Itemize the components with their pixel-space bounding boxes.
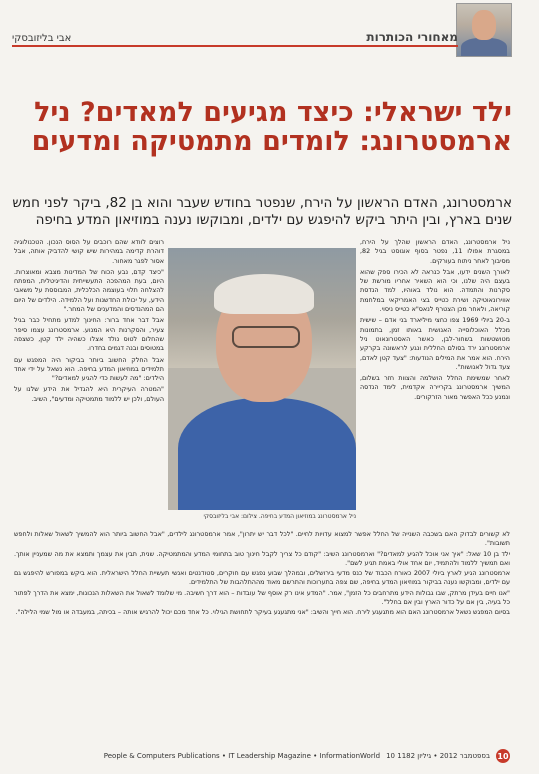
paragraph: אבל החלק החשוב ביותר בביקור היה המפגש עם תלמידים במוזיאון המדע בחיפה. הוא נשאל על ידי אחד הילדים: "מה לעשות כדי להגיע למאדים?"	[14, 355, 164, 383]
article-column-right	[360, 238, 510, 528]
paragraph: בסיום המפגש נשאל ארמסטרונג האם הוא מתגעגע לירח. הוא חייך והשיב: "אני מתגעגע בעיקר לתחושת הגילוי. כל אחד מכם יכול להרגיש אותה – בכיתה, במעבדה או מול שמי הלילה".	[15, 608, 510, 617]
section-header	[12, 28, 458, 47]
paragraph: ניל ארמסטרונג, האדם הראשון שהלך על הירח, במסגרת אפולו 11, נפטר בסוף אוגוסט בגיל 82, מסיבוך לאחר ניתוח בעורקים.	[360, 238, 510, 265]
footer-date: 10 בספטמבר 2012 • גיליון 1182	[386, 752, 490, 760]
article-body-bottom	[14, 530, 510, 738]
author-name: אבי בליזובסקי	[12, 33, 72, 44]
paragraph: ארמסטרונג הגיע לארץ ביולי 2007 כאורח הכבוד של כנס מדעי בירושלים, ובמהלך שבוע נפגש עם חוקרים, סטודנטים ואנשי תעשיית החלל הישראלית. הוא ביקש במפורש להיפגש גם עם ילדים, ומבוקשו נענה בביקור במוזיאון המדע בחיפה, שם צפה בתערוכות והתרשם מאוד מההתלהבות של התלמידים.	[14, 569, 510, 587]
photo-caption: ניל ארמסטרונג במוזיאון המדע בחיפה. צילום: אבי בליזובסקי	[203, 513, 356, 520]
paragraph: "אנו חיים בעידן מרתק, שבו גבולות הידע מתרחבים כל הזמן", אמר. "המדע אינו רק אוסף של עובדות – הוא דרך חשיבה. מי שלומד לשאול את השאלות הנכונות, ימצא את הדרך לפתור כל בעיה, בין אם על כדור הארץ ובין אם בחלל".	[14, 588, 510, 607]
footer-magazines: People & Computers Publications • IT Leadership Magazine • InformationWorld	[103, 752, 381, 760]
author-portrait	[456, 3, 512, 57]
paragraph: רוצים לוודא שהם רוכבים על הסוס הנכון. הטכנולוגיה דוהרת קדימה במהירות שיש קושי להדביק אותה, אבל אסור לפגר מאחור.	[14, 238, 164, 265]
paragraph: לא קשורים לבדוק האם בשכבה השנייה של החלל אפשר למצוא עדויות לחיים. "לכל דבר יש יתרון", אמר ארמסטרונג לילדים, "אבל החשוב ביותר הוא להמשיך לשאול שאלות ולחפש תשובות".	[14, 530, 510, 548]
paragraph: ילד בן 10 שאל: "איך אני אוכל להגיע למאדים?" וארמסטרונג השיב: "קודם כל צריך לקבל חינוך טוב בתחומי המדע והמתמטיקה. שנית, תבין את עצמך ותמצא את מה שמעניין אותך. ואם תמשיך ללמוד ולהתמיד, יום אחד אולי באמת תגיע לשם".	[14, 549, 510, 567]
paragraph: "המטרה העיקרית היא להגדיל את הידע שלנו על העולם, ולכן יש ללמוד מתמטיקה ומדעים", השיב.	[14, 385, 164, 403]
article-subhead: ארמסטרונג, האדם הראשון על הירח, שנפטר בחודש שעבר והוא בן 82, ביקר לפני חמש שנים בארץ, ובין היתר ביקש להיפגש עם ילדים, ומבוקשו נענה במוזיאון המדע בחיפה	[12, 195, 512, 228]
page-number: 10	[496, 749, 510, 763]
paragraph: לאחר שמשימת החלל הושלמה והצוות חזר בשלום, המשיך ארמסטרונג בקריירה אקדמית, לימד הנדסה ונמנע ככל האפשר מאור הזרקורים.	[360, 374, 510, 401]
section-title: מאחורי הכותרות	[366, 30, 458, 44]
paragraph: ב-20 ביולי 1969 צפו כחצי מיליארד בני אדם – שישית מכלל האוכלוסייה האנושית באותו זמן, בתמונות מטושטשות בשחור-לבן, כאשר האסטרונאוט ניל ארמסטרונג ירד בסולם החללית ונגע לראשונה בקרקע הירח. הוא אמר את המילים הנודעות: "צעד קטן לאדם, צעד גדול לאנושות".	[360, 316, 510, 371]
paragraph: אבל דבר אחד ברור: החינוך למדע מתחיל כבר בגיל צעיר, והסקרנות היא המנוע. ארמסטרונג עצמו סיפר שהחלום לטוס נולד אצלו כשהיה ילד קטן, כשצפה במטוסים ובנה דגמים בחדרו.	[14, 316, 164, 353]
page-footer	[14, 749, 510, 763]
article-headline: ילד ישראלי: כיצד מגיעים למאדים? ניל ארמסטרונג: לומדים מתמטיקה ומדעים	[31, 97, 512, 157]
paragraph: "כיצד קדם, נבע הכוח של המדינות מצבא ומאוצרות. היום, בעת המהפכה התעשייתית והדיגיטלית, המפתח להצלחה תלוי בעוצמה הכלכלית, המבוססת על משאבי הידע, על יכולת החדשנות ועל הלמידה. הילדים של היום הם המהנדסים והמדענים של המחר."	[14, 267, 164, 314]
armstrong-photo	[168, 248, 356, 510]
paragraph: לאורך השנים ידעו, אבל כנראה לא הכירו ספק שהוא בעצם היה שלנו, וכי הוא השאיר אחריו מורשת של סקרנות והתמדה. הוא נולד באוהיו, למד הנדסת אווירונאוטיקה ושירת כטייס בצי האמריקאי במלחמת קוריאה, ולאחר מכן הצטרף לנאס"א כטייס ניסוי.	[360, 267, 510, 314]
article-column-left	[14, 238, 164, 528]
